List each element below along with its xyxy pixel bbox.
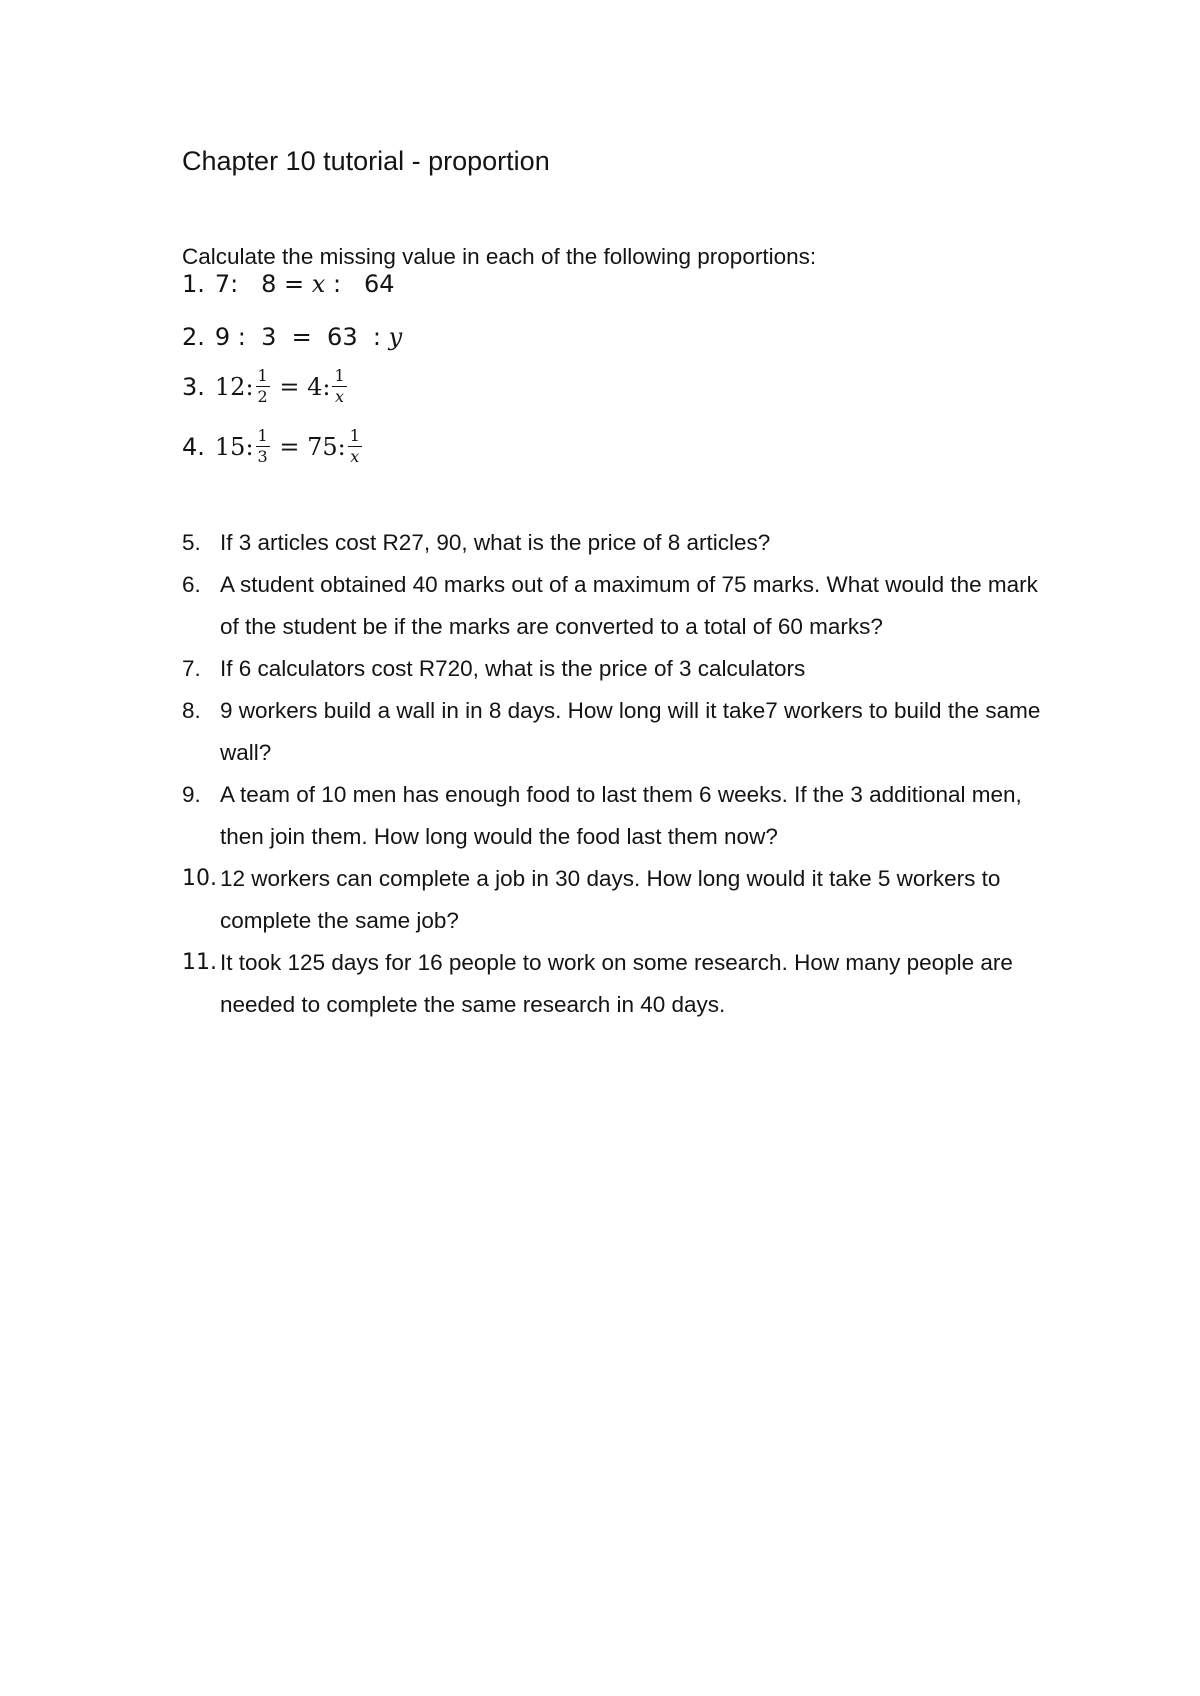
equation-4 [182, 428, 364, 465]
question-text: A team of 10 men has enough food to last them 6 weeks. If the 3 additional men, then join them. How long would the food last them now? [220, 782, 1022, 849]
question-text: If 6 calculators cost R720, what is the price of 3 calculators [220, 656, 806, 681]
equation-number: 3. [182, 372, 205, 401]
question-number: 7. [182, 656, 201, 681]
question-8 [182, 690, 1062, 774]
fraction [332, 368, 346, 405]
question-7 [182, 648, 1062, 690]
question-number: 8. [182, 698, 201, 723]
instructions: Calculate the missing value in each of the following proportions: [182, 244, 817, 269]
fraction-denominator: 2 [257, 387, 268, 406]
question-text: If 3 articles cost R27, 90, what is the price of 8 articles? [220, 530, 771, 555]
question-9 [182, 774, 1062, 858]
fraction-numerator: 1 [257, 366, 268, 385]
equation-text: 7: 8 = [214, 270, 312, 298]
equation-tail: : 64 [325, 270, 395, 298]
question-10 [182, 858, 1062, 942]
question-number: 9. [182, 782, 201, 807]
page-title: Chapter 10 tutorial - proportion [182, 146, 550, 176]
question-11 [182, 942, 1062, 1026]
question-6 [182, 564, 1062, 648]
fraction-numerator: 1 [349, 426, 360, 445]
equation-number: 4. [182, 432, 205, 461]
question-number: 6. [182, 572, 201, 597]
question-number: 11. [182, 950, 217, 975]
fraction [256, 428, 270, 465]
equation-number: 2. [182, 323, 205, 351]
equation-mid: = 4: [271, 372, 331, 401]
equation-variable: y [388, 323, 403, 351]
question-text: 12 workers can complete a job in 30 days. How long would it take 5 workers to complete the same job? [220, 866, 1001, 933]
equation-number: 1. [182, 270, 205, 298]
fraction [348, 428, 362, 465]
question-text: 9 workers build a wall in in 8 days. How long will it take7 workers to build the same wall? [220, 698, 1041, 765]
question-text: It took 125 days for 16 people to work on some research. How many people are needed to complete the same research in 40 days. [220, 950, 1013, 1017]
question-5 [182, 522, 1062, 564]
fraction-numerator: 1 [334, 366, 345, 385]
equation-mid: = 75: [271, 432, 346, 461]
equation-variable: x [311, 270, 326, 298]
fraction-denominator: 3 [257, 447, 268, 466]
question-number: 10. [182, 866, 217, 891]
question-text: A student obtained 40 marks out of a maximum of 75 marks. What would the mark of the student be if the marks are converted to a total of 60 marks? [220, 572, 1038, 639]
equation-lhs: 15: [214, 432, 254, 461]
equation-1 [182, 270, 394, 298]
fraction-numerator: 1 [257, 426, 268, 445]
fraction [256, 368, 270, 405]
question-number: 5. [182, 530, 201, 555]
equation-lhs: 12: [214, 372, 254, 401]
equation-3 [182, 368, 349, 405]
fraction-denominator: x [350, 447, 360, 466]
equation-2 [182, 323, 402, 351]
fraction-denominator: x [335, 387, 345, 406]
equation-text: 9 : 3 = 63 : [214, 323, 389, 351]
